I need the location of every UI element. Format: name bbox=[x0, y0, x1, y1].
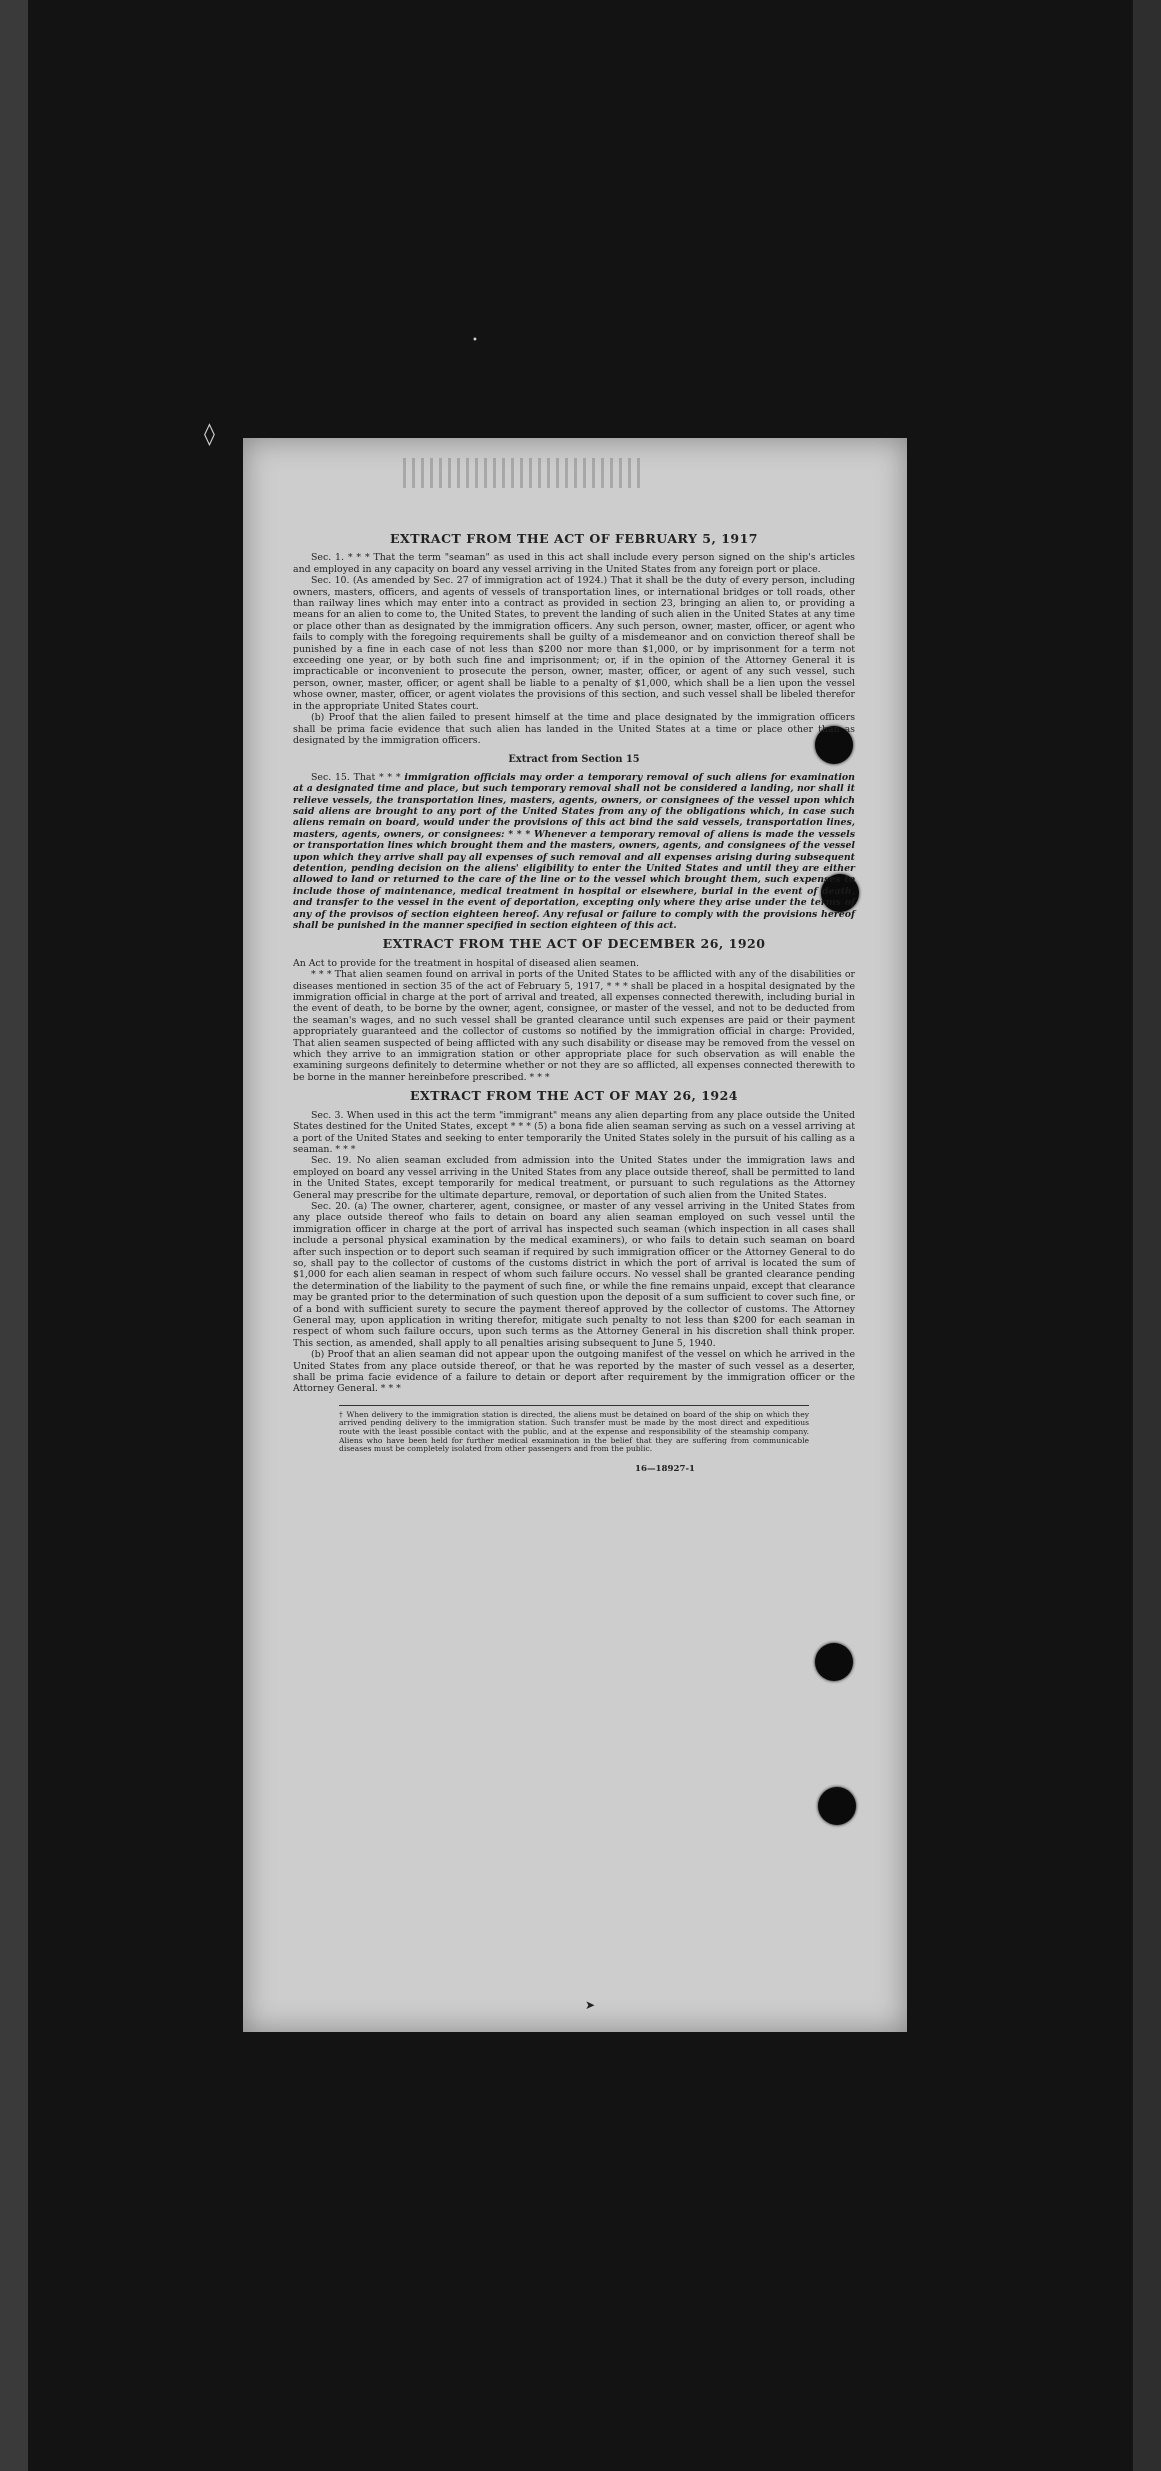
form-number: 16—18927-1 bbox=[635, 1463, 695, 1474]
sec-15-lead: Sec. 15. That * * * bbox=[311, 771, 401, 783]
punch-hole bbox=[818, 1787, 856, 1825]
scan-artifact-dot: • bbox=[472, 335, 478, 346]
paragraph-sec-3: Sec. 3. When used in this act the term "immigrant" means any alien departing from any place outside the United States destined for the United States, except * * * (5) a bona fide alien seaman serving as such on a vessel arriving at a port of the United States and seeking to enter temporarily the United States solely in the pursuit of his calling as a seaman. * * * bbox=[293, 1109, 855, 1155]
paragraph-1920-title: An Act to provide for the treatment in hospital of diseased alien seamen. bbox=[293, 957, 639, 969]
document-page bbox=[243, 438, 907, 2032]
heading-act-1924: EXTRACT FROM THE ACT OF MAY 26, 1924 bbox=[409, 1088, 739, 1104]
scan-border-left bbox=[0, 0, 28, 2471]
scan-border-right bbox=[1133, 0, 1161, 2471]
paragraph-sec-19: Sec. 19. No alien seaman excluded from admission into the United States under the immigration laws and employed on board any vessel arriving in the United States from any place outside thereof, shall be permitted to land in the United States, except temporarily for medical treatment, or pursuant to such regulations as the Attorney General may prescribe for the ultimate departure, removal, or deportation of such alien from the United States. bbox=[293, 1155, 855, 1201]
paragraph-sec-1: Sec. 1. * * * That the term "seaman" as used in this act shall include every person signed on the ship's articles and employed in any capacity on board any vessel arriving in the United States from any foreign port or place. bbox=[293, 552, 855, 575]
bottom-scan-mark: ➤ bbox=[585, 1998, 596, 2012]
paragraph-sec-15 bbox=[293, 772, 855, 932]
paragraph-sec-10b: (b) Proof that the alien failed to present himself at the time and place designated by the immigration officers shall be prima facie evidence that such alien has landed in the United States at a time or place other than as designated by the immigration officers. bbox=[293, 712, 855, 746]
paragraph-1920-text: * * * That alien seamen found on arrival in ports of the United States to be afflicted with any of the disabilities or diseases mentioned in section 35 of the act of February 5, 1917, * * * shall be placed in a hospital designated by the immigration official in charge at the port of arrival and treated, all expenses connected therewith, including burial in the event of death, to be borne by the owner, agent, consignee, or master of the vessel, and not to be deducted from the seaman's wages, and no such vessel shall be granted clearance until such expenses are paid or their payment appropriately guaranteed and the collector of customs so notified by the immigration official in charge: Provided, That alien seamen suspected of being afflicted with any such disability or disease may be removed from the vessel on which they arrive to an immigration station or other appropriate place for such observation as will enable the examining surgeons definitely to determine whether or not they are so afflicted, all expenses connected therewith to be borne in the manner hereinbefore prescribed. * * * bbox=[293, 969, 855, 1083]
paragraph-sec-20a: Sec. 20. (a) The owner, charterer, agent, consignee, or master of any vessel arriving in the United States from any place outside thereof who fails to detain on board any alien seaman employed on such vessel until the immigration officer in charge at the port of arrival has inspected such seaman (which inspection in all cases shall include a personal physical examination by the medical examiners), or who fails to detain such seaman on board after such inspection or to deport such seaman if required by such immigration officer or the Attorney General to do so, shall pay to the collector of customs of the customs district in which the port of arrival is located the sum of $1,000 for each alien seaman in respect of whom such failure occurs. No vessel shall be granted clearance pending the determination of the liability to the payment of such fine, or while the fine remains unpaid, except that clearance may be granted prior to the determination of such question upon the deposit of a sum sufficient to cover such fine, or of a bond with sufficient surety to secure the payment thereof approved by the collector of customs. The Attorney General may, upon application in writing therefor, mitigate such penalty to not less than $200 for each seaman in respect of whom such failure occurs, upon such terms as the Attorney General in his discretion shall think proper. This section, as amended, shall apply to all penalties arising subsequent to June 5, 1940. bbox=[293, 1200, 855, 1349]
punch-hole bbox=[815, 1643, 853, 1681]
subheading-section-15: Extract from Section 15 bbox=[508, 754, 640, 766]
sec-15-italic-text: immigration officials may order a temporary removal of such aliens for examination at a designated time and place, but such temporary removal shall not be considered a landing, nor shall it relieve vessels, the transportation lines, masters, agents, owners, or consignees of the vessel upon which said aliens are brought to any port of the United States from any of the obligations which, in case such aliens remain on board, would under the provisions of this act bind the said vessels, transportation lines, masters, agents, owners, or consignees: * * * Whenever a temporary removal of aliens is made the vessels or transportation lines which brought them and the masters, owners, agents, and consignees of the vessel upon which they arrive shall pay all expenses of such removal and all expenses arising during subsequent detention, pending decision on the aliens' eligibility to enter the United States and until they are either allowed to land or returned to the care of the line or to the vessel which brought them, such expenses to include those of maintenance, medical treatment in hospital or elsewhere, burial in the event of death, and transfer to the vessel in the event of deportation, excepting only where they arise under the terms of any of the provisos of section eighteen hereof. Any refusal or failure to comply with the provisions hereof shall be punished in the manner specified in section eighteen of this act. bbox=[293, 771, 855, 931]
paragraph-sec-20b: (b) Proof that an alien seaman did not appear upon the outgoing manifest of the vessel on which he arrived in the United States from any place outside thereof, or that he was reported by the master of such vessel as a deserter, shall be prima facie evidence of a failure to detain or deport after requirement by the immigration officer or the Attorney General. * * * bbox=[293, 1349, 855, 1395]
document-body bbox=[293, 526, 855, 1475]
heading-act-1920: EXTRACT FROM THE ACT OF DECEMBER 26, 1920 bbox=[382, 936, 766, 952]
heading-act-1917: EXTRACT FROM THE ACT OF FEBRUARY 5, 1917 bbox=[389, 531, 758, 546]
paragraph-sec-10: Sec. 10. (As amended by Sec. 27 of immigration act of 1924.) That it shall be the duty of every person, including owners, masters, officers, and agents of vessels of transportation lines, or international bridges or toll roads, other than railway lines which may enter into a contract as provided in section 23, bringing an alien to, or providing a means for an alien to come to, the United States, to prevent the landing of such alien in the United States at any time or place other than as designated by the immigration officers. Any such person, owner, master, officer, or agent who fails to comply with the foregoing requirements shall be guilty of a misdemeanor and on conviction thereof shall be punished by a fine in each case of not less than $200 nor more than $1,000, or by imprisonment for a term not exceeding one year, or by both such fine and imprisonment; or, if in the opinion of the Attorney General it is impracticable or inconvenient to prosecute the person, owner, master, officer, or agent of any such vessel, such person, owner, master, officer, or agent shall be liable to a penalty of $1,000, which shall be a lien upon the vessel whose owner, master, officer, or agent violates the provisions of this section, and such vessel shall be libeled therefor in the appropriate United States court. bbox=[293, 575, 855, 712]
top-smudge bbox=[403, 458, 643, 488]
footnote-divider bbox=[339, 1405, 809, 1406]
scan-artifact-mark: ◊ bbox=[204, 422, 215, 447]
footnote: † When delivery to the immigration station is directed, the aliens must be detained on board of the ship on which they arrived pending delivery to the immigration station. Such transfer must be made by the most direct and expeditious route with the least possible contact with the public, and at the expense and responsibility of the steamship company. Aliens who have been held for further medical examination in the belief that they are suffering from communicable diseases must be completely isolated from other passengers and from the public. bbox=[339, 1409, 809, 1454]
